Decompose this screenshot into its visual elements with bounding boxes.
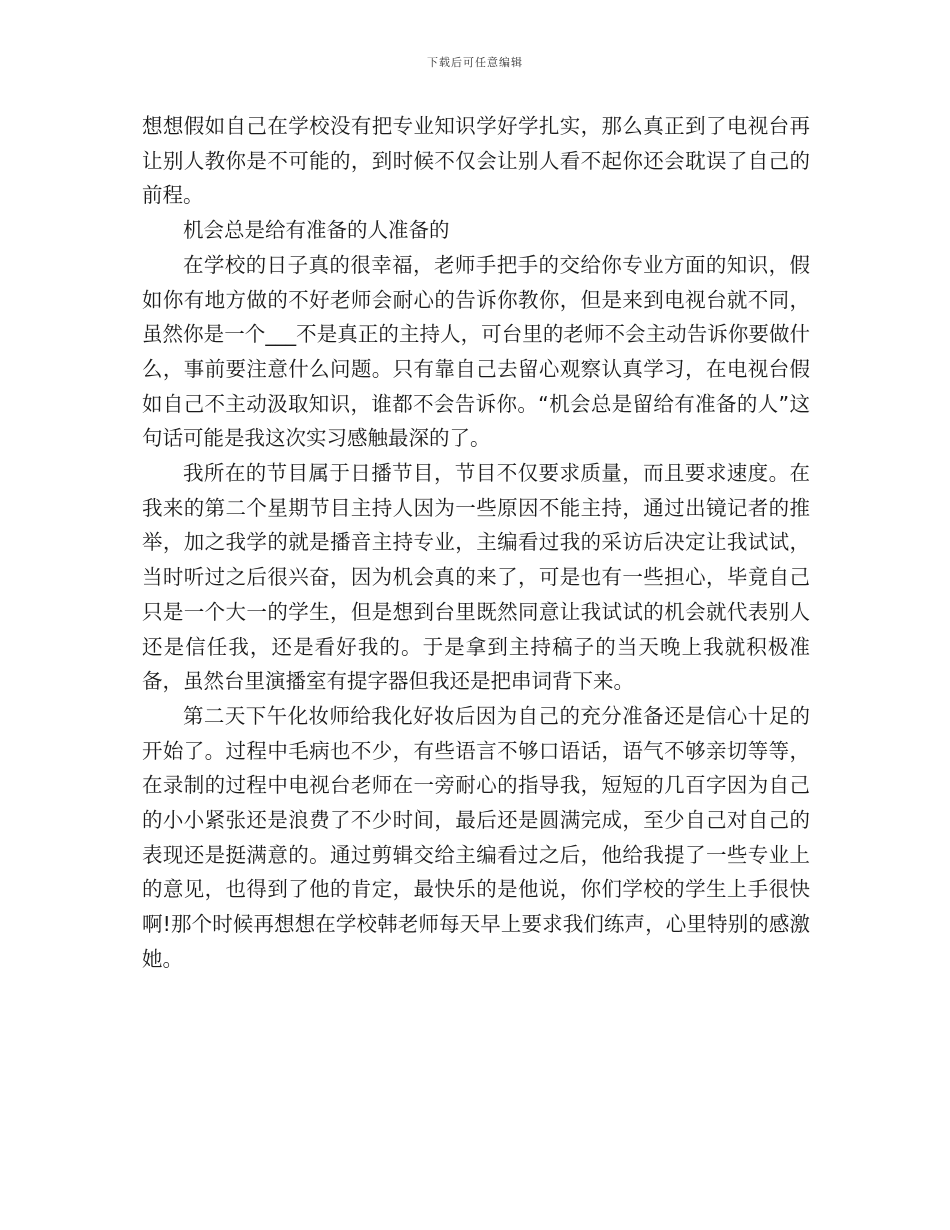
document-body (142, 109, 810, 977)
paragraph-4: 第二天下午化妆师给我化好妆后因为自己的充分准备还是信心十足的开始了。过程中毛病也不少，有些语言不够口语话，语气不够亲切等等，在录制的过程中电视台老师在一旁耐心的指导我，短短的几百字因为自己的小小紧张还是浪费了不少时间，最后还是圆满完成，至少自己对自己的表现还是挺满意的。通过剪辑交给主编看过之后，他给我提了一些专业上的意见，也得到了他的肯定，最快乐的是他说，你们学校的学生上手很快啊!那个时候再想想在学校韩老师每天早上要求我们练声，心里特别的感激她。 (142, 703, 810, 971)
page-header: 下载后可任意编辑 (427, 56, 523, 69)
paragraph-3: 我所在的节目属于日播节目，节目不仅要求质量，而且要求速度。在我来的第二个星期节目主持人因为一些原因不能主持，通过出镜记者的推举，加之我学的就是播音主持专业，主编看过我的采访后决定让我试试，当时听过之后很兴奋，因为机会真的来了，可是也有一些担心，毕竟自己只是一个大一的学生，但是想到台里既然同意让我试试的机会就代表别人还是信任我，还是看好我的。于是拿到主持稿子的当天晚上我就积极准备，虽然台里演播室有提字器但我还是把串词背下来。 (142, 461, 810, 694)
paragraph-1: 想想假如自己在学校没有把专业知识学好学扎实，那么真正到了电视台再让别人教你是不可能的，到时候不仅会让别人看不起你还会耽误了自己的前程。 (142, 114, 810, 208)
paragraph-2: 在学校的日子真的很幸福，老师手把手的交给你专业方面的知识，假如你有地方做的不好老师会耐心的告诉你教你，但是来到电视台就不同，虽然你是一个___不是真正的主持人，可台里的老师不会主动告诉你要做什么，事前要注意什么问题。只有靠自己去留心观察认真学习，在电视台假如自己不主动汲取知识，谁都不会告诉你。“机会总是留给有准备的人”这句话可能是我这次实习感触最深的了。 (142, 252, 810, 451)
section-heading: 机会总是给有准备的人准备的 (183, 218, 450, 243)
